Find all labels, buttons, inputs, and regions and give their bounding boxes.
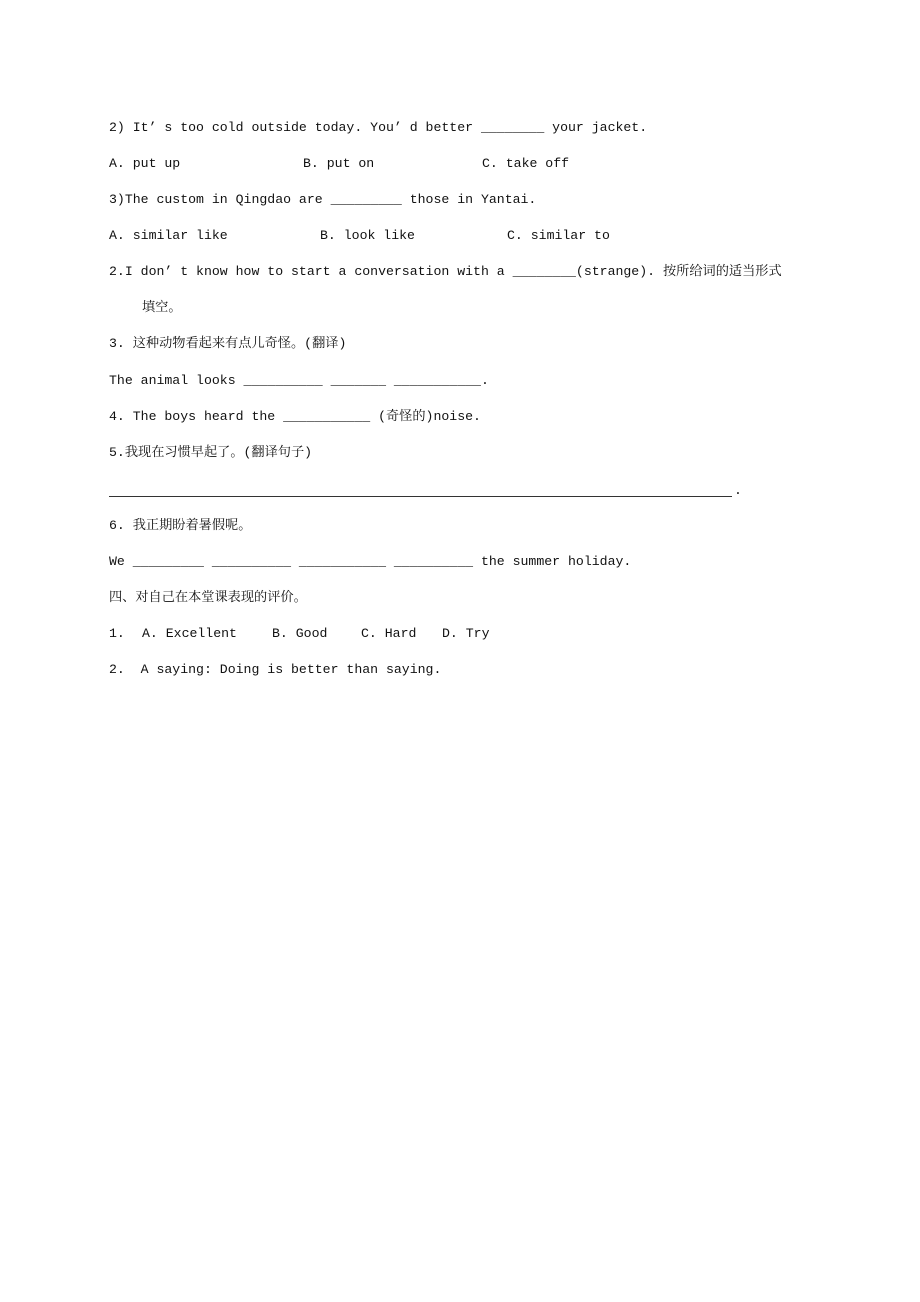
section-3-prompt: 3. 这种动物看起来有点儿奇怪。(翻译)	[109, 336, 347, 351]
section-5-prompt: 5.我现在习惯早起了。(翻译句子)	[109, 445, 313, 460]
evaluation-2-saying: 2. A saying: Doing is better than saying.	[109, 662, 442, 677]
question-3-option-c: C. similar to	[507, 228, 610, 243]
self-evaluation-heading: 四、对自己在本堂课表现的评价。	[109, 590, 307, 605]
section-2-continued: 填空。	[142, 300, 182, 315]
question-3-option-b: B. look like	[320, 228, 415, 243]
evaluation-option-b: B. Good	[272, 626, 328, 641]
question-2-option-a: A. put up	[109, 156, 181, 171]
answer-line-period: .	[734, 483, 742, 498]
section-4-question: 4. The boys heard the ___________ (奇怪的)noise.	[109, 409, 481, 424]
section-6-answer: We _________ __________ ___________ __________ the summer holiday.	[109, 554, 632, 569]
evaluation-option-c: C. Hard	[361, 626, 417, 641]
evaluation-1-number: 1.	[109, 626, 125, 641]
question-3: 3)The custom in Qingdao are _________ those in Yantai.	[109, 192, 537, 207]
question-2: 2) It’ s too cold outside today. You’ d better ________ your jacket.	[109, 120, 648, 135]
evaluation-option-d: D. Try	[442, 626, 490, 641]
evaluation-option-a: A. Excellent	[142, 626, 237, 641]
section-2: 2.I don’ t know how to start a conversation with a ________(strange). 按所给词的适当形式	[109, 264, 782, 279]
section-3-answer: The animal looks __________ _______ ___________.	[109, 373, 489, 388]
answer-line	[109, 496, 732, 497]
question-3-option-a: A. similar like	[109, 228, 228, 243]
question-2-option-c: C. take off	[482, 156, 570, 171]
section-6-prompt: 6. 我正期盼着暑假呢。	[109, 518, 252, 533]
question-2-option-b: B. put on	[303, 156, 375, 171]
